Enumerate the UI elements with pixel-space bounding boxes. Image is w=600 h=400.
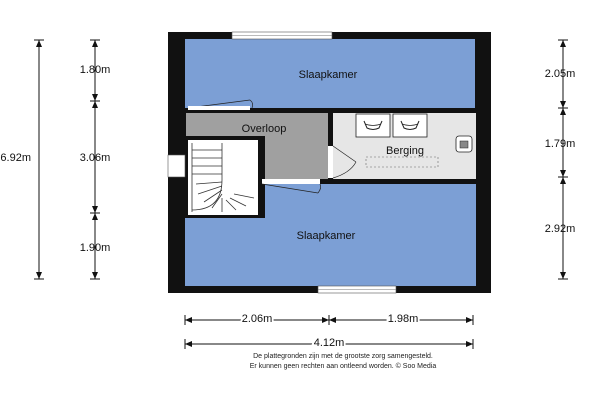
dim-bottom-right: 1.98m (387, 313, 419, 325)
label-landing: Overloop (241, 123, 287, 135)
dim-left-bottom: 1.90m (79, 242, 111, 254)
dim-left-top: 1.80m (79, 64, 111, 76)
dryer-icon (393, 114, 427, 137)
label-bedroom-top: Slaapkamer (298, 69, 358, 81)
stairwell (188, 140, 258, 215)
washing-machine-icon (356, 114, 390, 137)
window-top (232, 32, 332, 39)
dim-right-top: 2.05m (544, 68, 576, 80)
dim-arrow-left-total-top (36, 40, 42, 47)
dim-bottom-left: 2.06m (241, 313, 273, 325)
label-storage: Berging (386, 145, 424, 157)
label-bedroom-bottom: Slaapkamer (296, 230, 356, 242)
dim-left-total: 6.92m (0, 152, 31, 164)
window-bottom (318, 286, 396, 293)
dim-right-mid: 1.79m (544, 138, 576, 150)
dim-left-total-line (34, 40, 44, 279)
dim-right-bottom: 2.92m (544, 223, 576, 235)
boiler-icon (456, 136, 472, 152)
dim-arrow-left-total-bottom (36, 272, 42, 279)
dim-left-mid: 3.06m (79, 152, 111, 164)
disclaimer-line-2: Er kunnen geen rechten aan ontleend worden. © Soo Media (249, 363, 437, 370)
dim-bottom-total: 4.12m (313, 337, 345, 349)
disclaimer-line-1: De plattegronden zijn met de grootste zorg samengesteld. (253, 353, 433, 360)
window-stair (168, 155, 185, 177)
